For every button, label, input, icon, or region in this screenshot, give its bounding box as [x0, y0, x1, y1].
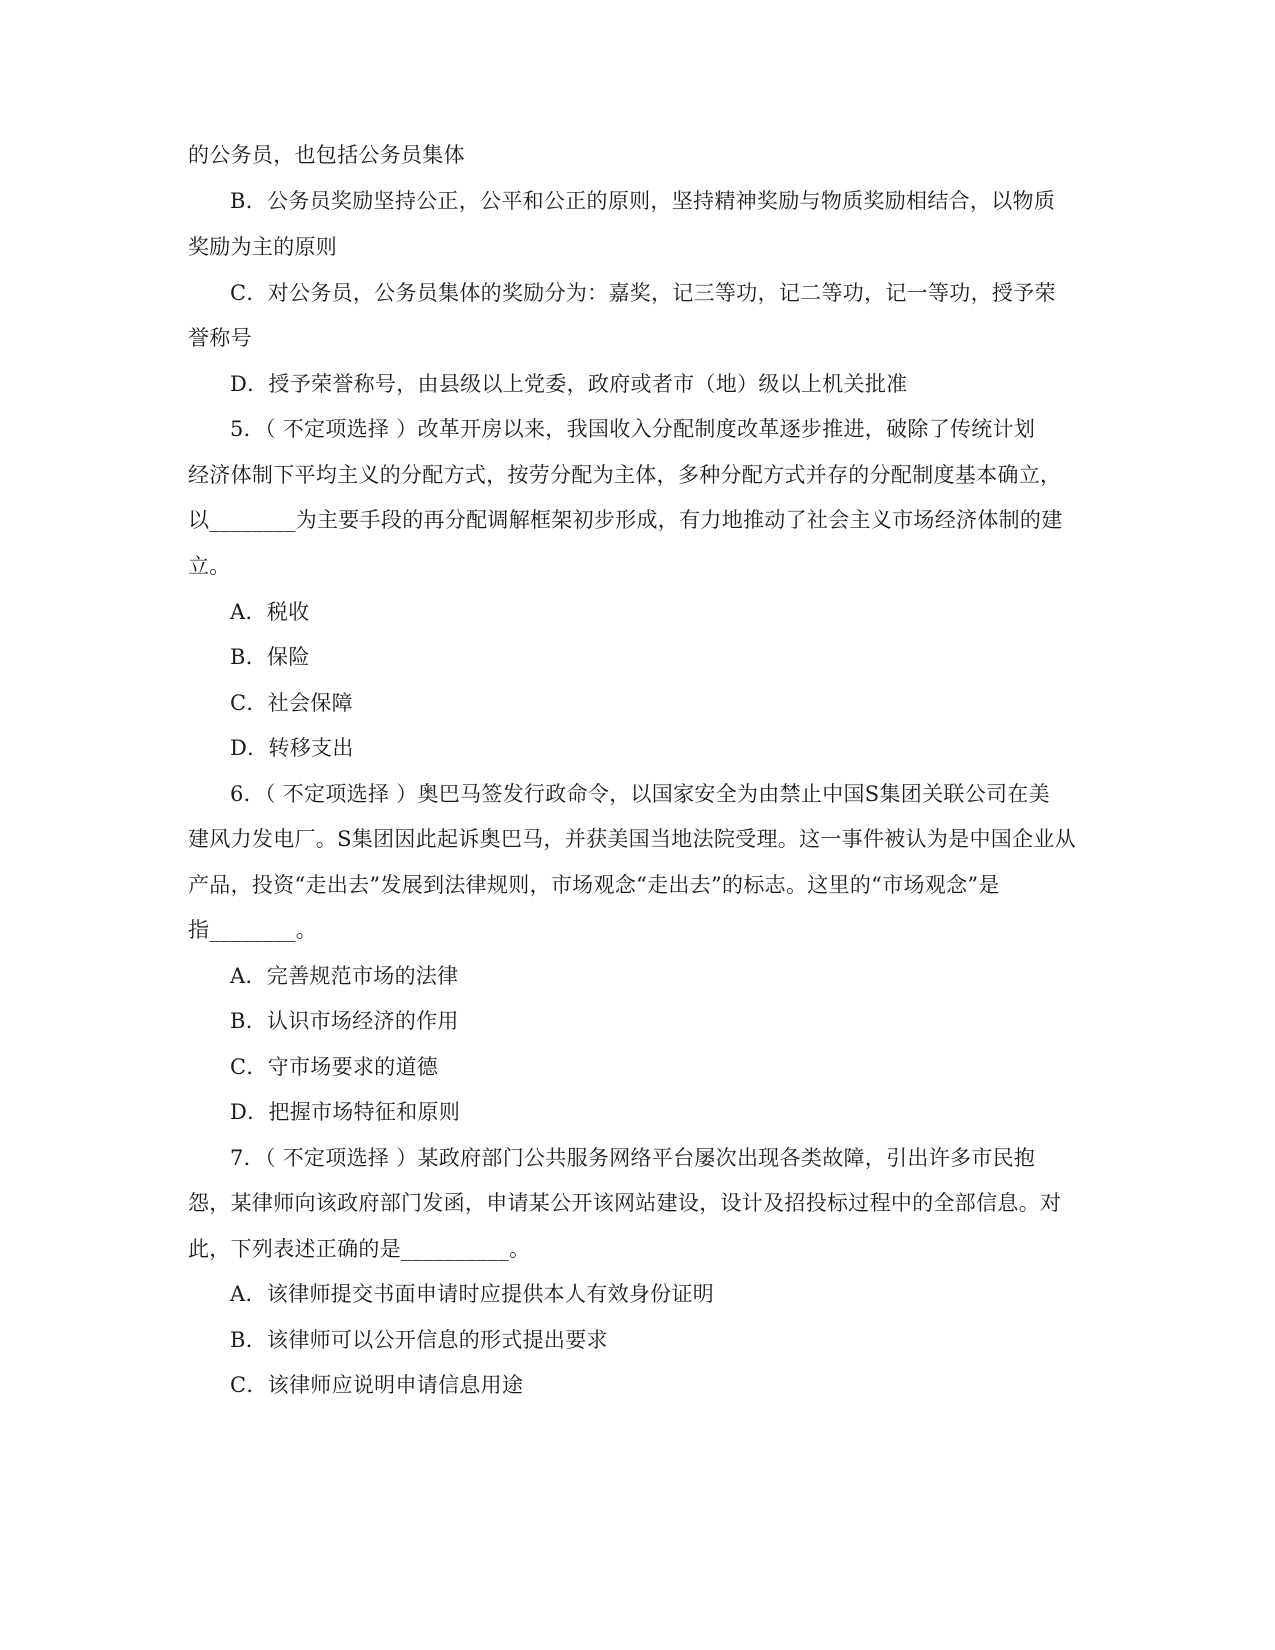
text-line: 指________。: [188, 918, 317, 942]
text-line: 此，下列表述正确的是__________。: [188, 1237, 531, 1261]
question-7: 7．（ 不定项选择 ）某政府部门公共服务网络平台屡次出现各类故障，引出许多市民抱: [230, 1146, 1036, 1170]
text-line: 建风力发电厂。S集团因此起诉奥巴马，并获美国当地法院受理。这一事件被认为是中国企业从: [188, 827, 1076, 851]
question-6: 6．（ 不定项选择 ）奥巴马签发行政命令，以国家安全为由禁止中国S集团关联公司在美: [230, 782, 1050, 806]
option-c-q5: C．社会保障: [230, 691, 353, 715]
text-line: 奖励为主的原则: [188, 235, 338, 259]
option-c-q7: C．该律师应说明申请信息用途: [230, 1373, 524, 1397]
option-b-q7: B．该律师可以公开信息的形式提出要求: [230, 1328, 608, 1352]
option-b-q4: B．公务员奖励坚持公正，公平和公正的原则，坚持精神奖励与物质奖励相结合，以物质: [230, 189, 1056, 213]
option-b-q6: B．认识市场经济的作用: [230, 1009, 459, 1033]
option-d-q6: D．把握市场特征和原则: [230, 1100, 461, 1124]
question-5: 5．（ 不定项选择 ）改革开房以来，我国收入分配制度改革逐步推进，破除了传统计划: [230, 417, 1036, 441]
option-a-q7: A．该律师提交书面申请时应提供本人有效身份证明: [230, 1282, 715, 1306]
option-a-q5: A．税收: [230, 600, 310, 624]
option-b-q5: B．保险: [230, 645, 310, 669]
text-line: 经济体制下平均主义的分配方式，按劳分配为主体，多种分配方式并存的分配制度基本确立，: [188, 463, 1062, 487]
text-line: 立。: [188, 554, 231, 578]
text-line: 产品，投资“走出去”发展到法律规则，市场观念“走出去”的标志。这里的“市场观念”是: [188, 873, 1000, 897]
option-c-q6: C．守市场要求的道德: [230, 1055, 439, 1079]
option-d-q5: D．转移支出: [230, 736, 354, 760]
option-d-q4: D．授予荣誉称号，由县级以上党委，政府或者市（地）级以上机关批准: [230, 372, 908, 396]
option-c-q4: C．对公务员，公务员集体的奖励分为：嘉奖，记三等功，记二等功，记一等功，授予荣: [230, 281, 1056, 305]
text-line: 怨，某律师向该政府部门发函，申请某公开该网站建设，设计及招投标过程中的全部信息。对: [188, 1191, 1062, 1215]
text-line: 的公务员，也包括公务员集体: [188, 143, 465, 167]
text-line: 以________为主要手段的再分配调解框架初步形成，有力地推动了社会主义市场经济体制的建: [188, 508, 1063, 532]
option-a-q6: A．完善规范市场的法律: [230, 964, 459, 988]
text-line: 誉称号: [188, 326, 252, 350]
